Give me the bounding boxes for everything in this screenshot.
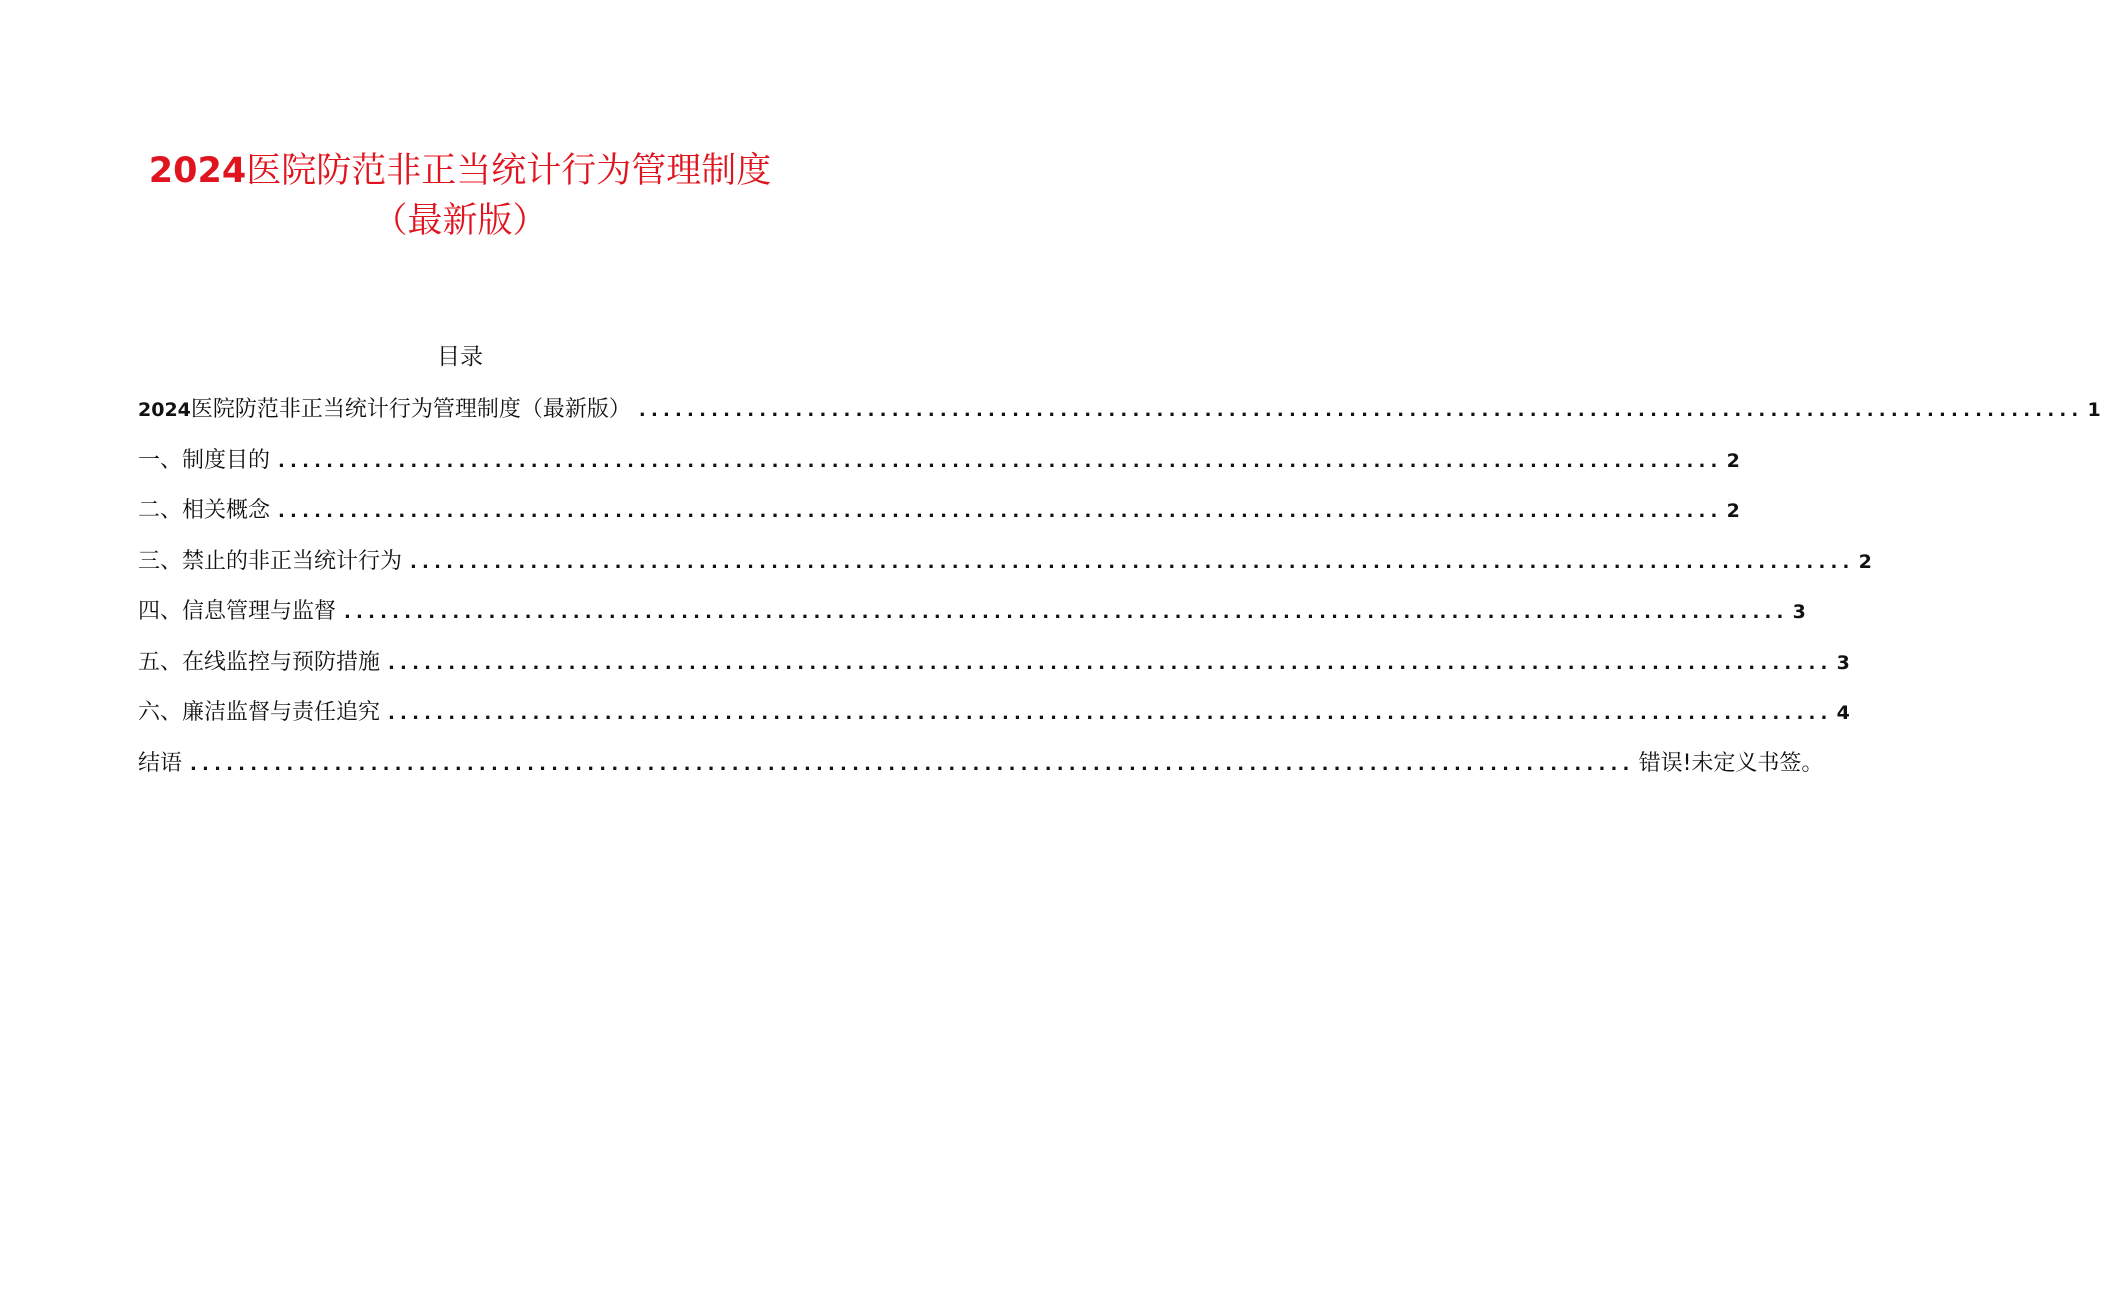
toc-page-number: 1: [2087, 399, 2101, 421]
toc-page-number: 2: [1726, 449, 1740, 472]
toc-page-number: 3: [1836, 651, 1850, 674]
toc-entry[interactable]: [138, 540, 1872, 591]
toc-entry-label: 结语: [138, 750, 183, 776]
toc-entry-label: 一、制度目的: [138, 447, 271, 473]
toc-entry[interactable]: [138, 489, 1740, 540]
title-text: 医院防范非正当统计行为管理制度: [246, 151, 772, 191]
dot-leader: ........................................................................................................................: [388, 703, 1833, 724]
toc-entry-text: 医院防范非正当统计行为管理制度（最新版）: [190, 397, 631, 422]
toc-entry[interactable]: [138, 742, 1824, 793]
toc-entry-number: 2024: [138, 399, 191, 421]
toc-entry[interactable]: [138, 641, 1850, 692]
table-of-contents: [138, 388, 2101, 792]
toc-page-number: 3: [1792, 601, 1806, 623]
toc-page-number: 错误!未定义书签。: [1638, 750, 1824, 776]
toc-entry-label: 二、相关概念: [138, 498, 271, 523]
dot-leader: ........................................................................................................................: [344, 602, 1789, 623]
toc-entry-label: 五、在线监控与预防措施: [138, 649, 381, 675]
toc-entry-label: 三、禁止的非正当统计行为: [138, 548, 403, 574]
toc-entry-label: 六、廉洁监督与责任追究: [138, 700, 381, 725]
title-year: 2024: [148, 151, 247, 191]
dot-leader: ........................................................................................................................: [190, 753, 1635, 775]
toc-entry[interactable]: [138, 388, 2101, 439]
dot-leader: ........................................................................................................................: [388, 652, 1833, 674]
dot-leader: ........................................................................................................................: [278, 501, 1723, 522]
document-title-line-2: （最新版）: [372, 201, 548, 241]
toc-entry[interactable]: [138, 590, 1806, 641]
dot-leader: ........................................................................................................................: [410, 551, 1855, 573]
toc-heading: 目录: [437, 344, 483, 370]
dot-leader: ........................................................................................................................: [638, 400, 2084, 421]
toc-entry[interactable]: [138, 691, 1850, 742]
toc-page-number: 4: [1836, 702, 1850, 724]
dot-leader: ........................................................................................................................: [278, 450, 1723, 472]
toc-entry-label: 四、信息管理与监督: [138, 599, 337, 624]
toc-page-number: 2: [1858, 550, 1872, 573]
toc-entry[interactable]: [138, 439, 1740, 490]
toc-page-number: 2: [1726, 500, 1740, 522]
document-title-line-1: [0, 147, 920, 195]
toc-entry-label: [138, 388, 631, 432]
